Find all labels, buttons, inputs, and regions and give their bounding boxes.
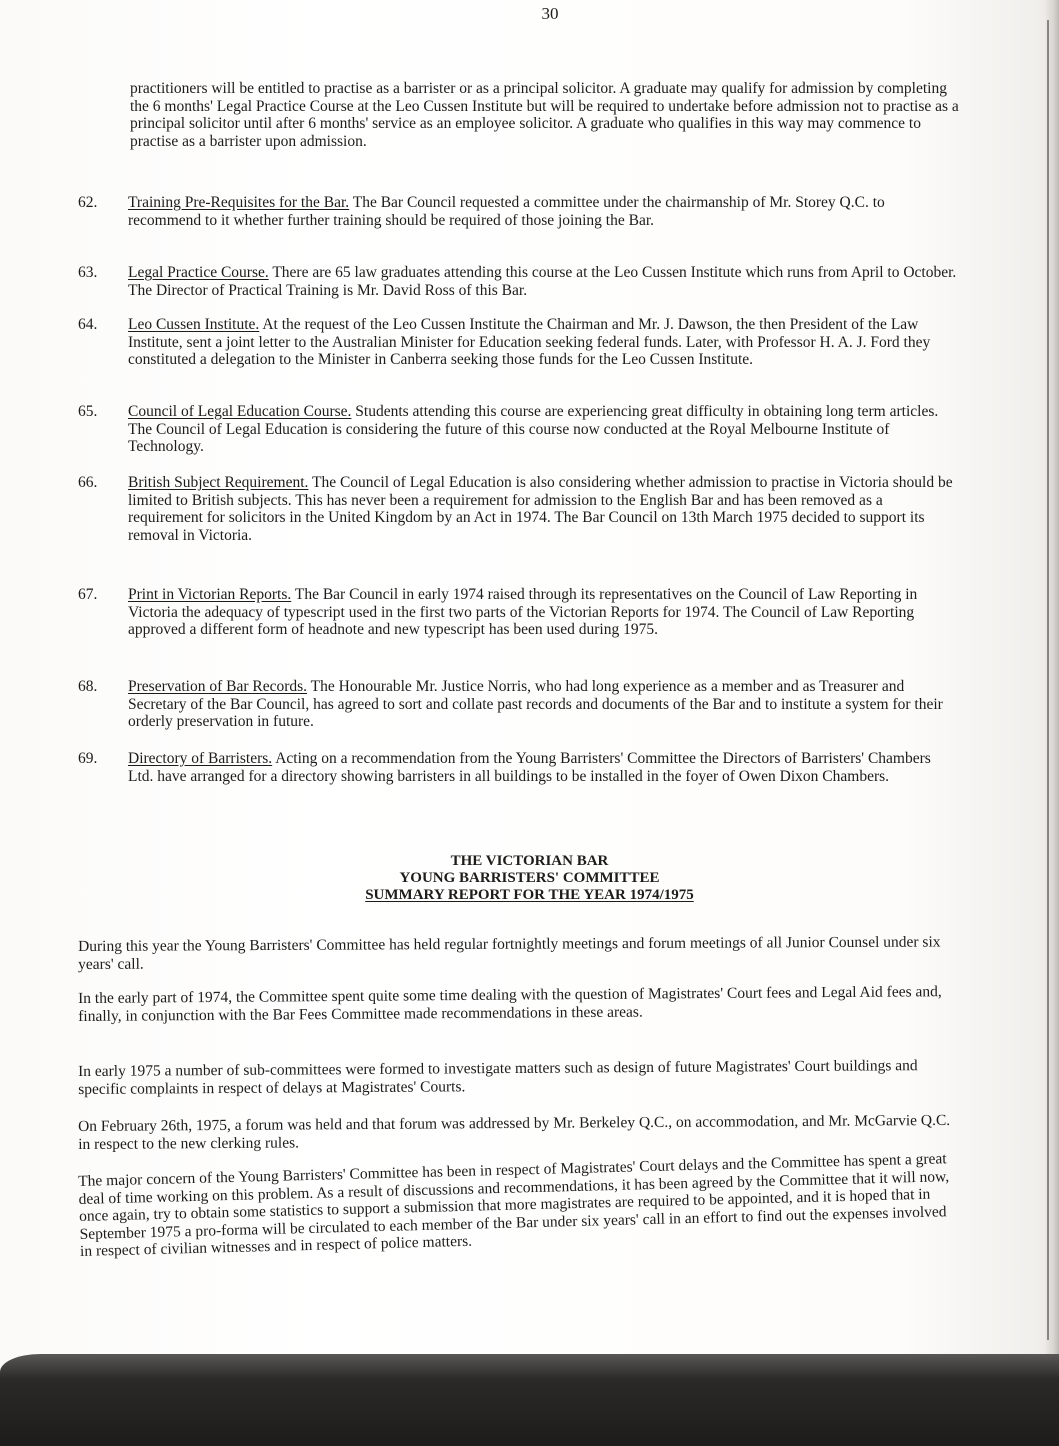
heading-line-2: YOUNG BARRISTERS' COMMITTEE [399,870,660,886]
item-heading: Preservation of Bar Records. [128,678,308,695]
numbered-item-69 [78,750,958,785]
page-number: 30 [541,4,559,23]
numbered-item-68 [78,678,958,731]
item-text: The Honourable Mr. Justice Norris, who had long experience as a member and as Treasurer and Secretary of the Bar Council, has agreed to sort and collate past records and documents of the Bar and to institute a system for their orderly preservation in future. [128,678,943,730]
item-number: 63. [78,264,98,281]
report-paragraph-3: In early 1975 a number of sub-committees were formed to investigate matters such as design of future Magistrates' Court buildings and specific complaints in respect of delays at Magistrates' Courts. [78,1057,918,1098]
numbered-item-63 [78,264,958,299]
item-number: 68. [78,678,98,695]
heading-line-3: SUMMARY REPORT FOR THE YEAR 1974/1975 [365,887,694,903]
report-heading [0,853,1059,904]
numbered-item-62 [78,194,958,229]
item-heading: Leo Cussen Institute. [128,316,260,333]
report-paragraph-5: The major concern of the Young Barristers' Committee has been in respect of Magistrates' Court delays and the Committee has spent a great deal of time working on this problem. As a result of discussions and recommendations, it has been agreed by the Committee that it will now, once again, try to obtain some statistics to support a submission that more magistrates are required to be appointed, and it is hoped that in September 1975 a pro-forma will be circulated to each member of the Bar under six years' call in an effort to find out the expenses involved in respect of civilian witnesses and in respect of police matters. [78,1150,950,1260]
item-heading: Legal Practice Course. [128,264,269,281]
item-text: There are 65 law graduates attending this course at the Leo Cussen Institute which runs from April to October. The Director of Practical Training is Mr. David Ross of this Bar. [128,264,957,299]
item-number: 66. [78,474,98,491]
item-text: At the request of the Leo Cussen Institute the Chairman and Mr. J. Dawson, the then President of the Law Institute, sent a joint letter to the Australian Minister for Education seeking federal funds. Later, with Professor H. A. J. Ford they constituted a delegation to the Minister in Canberra seeking those funds for the Leo Cussen Institute. [128,316,931,368]
numbered-item-67 [78,586,958,639]
report-paragraph-2: In the early part of 1974, the Committee spent quite some time dealing with the question of Magistrates' Court fees and Legal Aid fees and, finally, in conjunction with the Bar Fees Committee made recommendations in these areas. [78,983,942,1025]
item-number: 67. [78,586,98,603]
report-paragraph-4: On February 26th, 1975, a forum was held and that forum was addressed by Mr. Berkeley Q.C., on accommodation, and Mr. McGarvie Q.C. in respect to the new clerking rules. [78,1111,951,1153]
item-text: The Bar Council in early 1974 raised through its representatives on the Council of Law Reporting in Victoria the adequacy of typescript used in the first two parts of the Victorian Reports for 1974. The Council of Law Reporting approved a different form of headnote and new typescript has been used during 1975. [128,586,918,638]
report-paragraph-1: During this year the Young Barristers' Committee has held regular fortnightly meetings and forum meetings of all Junior Counsel under six years' call. [78,933,941,973]
heading-line-1: THE VICTORIAN BAR [450,853,609,869]
item-heading: Print in Victorian Reports. [128,586,292,603]
item-number: 69. [78,750,98,767]
scanner-shadow [0,1354,1059,1446]
item-number: 65. [78,403,98,420]
item-text: Acting on a recommendation from the Young Barristers' Committee the Directors of Barristers' Chambers Ltd. have arranged for a directory showing barristers in all buildings to be installed in the foyer of Owen Dixon Chambers. [128,750,931,785]
item-heading: Training Pre-Requisites for the Bar. [128,194,350,211]
page-edge-line [1047,20,1049,1340]
item-text: The Bar Council requested a committee under the chairmanship of Mr. Storey Q.C. to recommend to it whether further training should be required of those joining the Bar. [128,194,885,229]
item-number: 62. [78,194,98,211]
item-heading: Council of Legal Education Course. [128,403,352,420]
numbered-item-66 [78,474,958,544]
numbered-item-64 [78,316,958,369]
item-text: Students attending this course are experiencing great difficulty in obtaining long term articles. The Council of Legal Education is considering the future of this course now conducted at the Royal Melbourne Institute of Technology. [128,403,939,455]
item-text: The Council of Legal Education is also considering whether admission to practise in Victoria should be limited to British subjects. This has never been a requirement for admission to the English Bar and has been removed as a requirement for solicitors in the United Kingdom by an Act in 1974. The Bar Council on 13th March 1975 decided to support its removal in Victoria. [128,474,953,544]
item-heading: British Subject Requirement. [128,474,309,491]
numbered-item-65 [78,403,958,456]
item-heading: Directory of Barristers. [128,750,273,767]
intro-paragraph: practitioners will be entitled to practise as a barrister or as a principal solicitor. A graduate may qualify for admission by completing the 6 months' Legal Practice Course at the Leo Cussen Institute but will be required to undertake before admission not to practise as a principal solicitor until after 6 months' service as an employee solicitor. A graduate who qualifies in this way may commence to practise as a barrister upon admission. [130,80,959,150]
item-number: 64. [78,316,98,333]
